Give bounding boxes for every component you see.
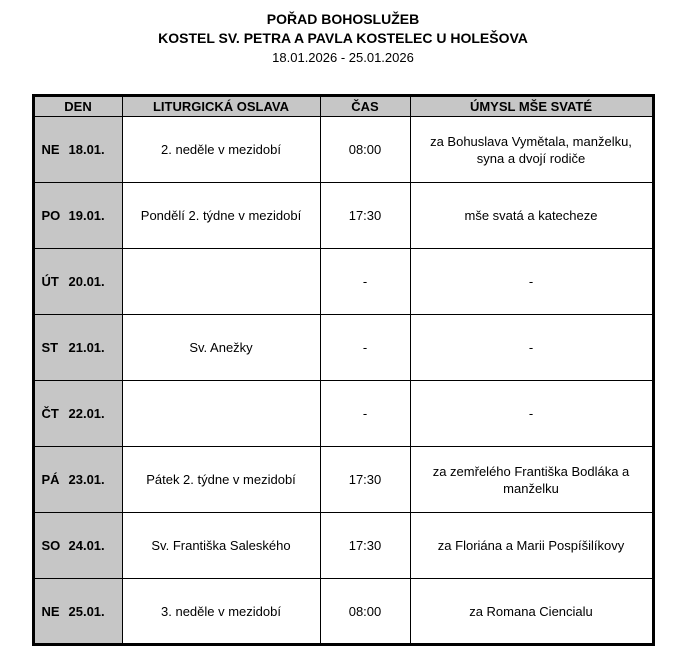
table-row xyxy=(33,315,653,381)
celebration-cell: Pondělí 2. týdne v mezidobí xyxy=(122,183,320,249)
day-cell xyxy=(33,315,122,381)
page-title: POŘAD BOHOSLUŽEB xyxy=(266,11,420,27)
table-row xyxy=(33,381,653,447)
date-range: 18.01.2026 - 25.01.2026 xyxy=(272,50,414,65)
time-cell: - xyxy=(320,381,410,447)
intention-cell: za Romana Ciencialu xyxy=(410,579,653,645)
celebration-cell: Pátek 2. týdne v mezidobí xyxy=(122,447,320,513)
day-abbreviation: PÁ xyxy=(41,472,60,487)
time-cell: 17:30 xyxy=(320,183,410,249)
time-cell: 17:30 xyxy=(320,513,410,579)
day-cell xyxy=(33,249,122,315)
day-abbreviation: NE xyxy=(41,142,60,157)
schedule-table xyxy=(32,94,655,646)
time-cell: 08:00 xyxy=(320,117,410,183)
day-cell xyxy=(33,579,122,645)
day-abbreviation: ÚT xyxy=(41,274,59,289)
day-date: 24.01. xyxy=(68,538,105,553)
intention-cell: za zemřelého Františka Bodláka a manželku xyxy=(410,447,653,513)
celebration-cell: Sv. Františka Saleského xyxy=(122,513,320,579)
table-row xyxy=(33,513,653,579)
column-header-cas: ČAS xyxy=(320,96,410,117)
intention-cell: - xyxy=(410,249,653,315)
day-abbreviation: ČT xyxy=(41,406,59,421)
day-cell xyxy=(33,183,122,249)
day-abbreviation: SO xyxy=(41,538,61,553)
day-cell xyxy=(33,117,122,183)
intention-cell: - xyxy=(410,315,653,381)
day-abbreviation: NE xyxy=(41,603,60,619)
day-abbreviation: PO xyxy=(41,208,61,223)
table-header-row xyxy=(33,96,653,117)
day-date: 20.01. xyxy=(68,274,105,289)
intention-cell: za Floriána a Marii Pospíšilíkovy xyxy=(410,513,653,579)
celebration-cell: 3. neděle v mezidobí xyxy=(122,579,320,645)
intention-cell: mše svatá a katecheze xyxy=(410,183,653,249)
time-cell: - xyxy=(320,249,410,315)
document-header xyxy=(0,0,686,67)
celebration-cell: Sv. Anežky xyxy=(122,315,320,381)
table-row xyxy=(33,249,653,315)
day-cell xyxy=(33,381,122,447)
day-cell xyxy=(33,447,122,513)
day-abbreviation: ST xyxy=(41,340,59,355)
celebration-cell xyxy=(122,249,320,315)
table-row xyxy=(33,447,653,513)
day-date: 19.01. xyxy=(68,208,105,223)
page-subtitle: KOSTEL SV. PETRA A PAVLA KOSTELEC U HOLEŠOVA xyxy=(158,30,528,46)
day-date: 25.01. xyxy=(68,603,105,619)
column-header-umysl: ÚMYSL MŠE SVATÉ xyxy=(410,96,653,117)
column-header-liturgicka-oslava: LITURGICKÁ OSLAVA xyxy=(122,96,320,117)
day-date: 23.01. xyxy=(68,472,105,487)
time-cell: 17:30 xyxy=(320,447,410,513)
intention-cell: - xyxy=(410,381,653,447)
celebration-cell xyxy=(122,381,320,447)
celebration-cell: 2. neděle v mezidobí xyxy=(122,117,320,183)
day-date: 18.01. xyxy=(68,142,105,157)
time-cell: - xyxy=(320,315,410,381)
table-row xyxy=(33,579,653,645)
column-header-den: DEN xyxy=(33,96,122,117)
table-row xyxy=(33,117,653,183)
table-row xyxy=(33,183,653,249)
intention-cell: za Bohuslava Vymětala, manželku, syna a dvojí rodiče xyxy=(410,117,653,183)
day-date: 21.01. xyxy=(68,340,105,355)
day-cell xyxy=(33,513,122,579)
time-cell: 08:00 xyxy=(320,579,410,645)
day-date: 22.01. xyxy=(68,406,105,421)
